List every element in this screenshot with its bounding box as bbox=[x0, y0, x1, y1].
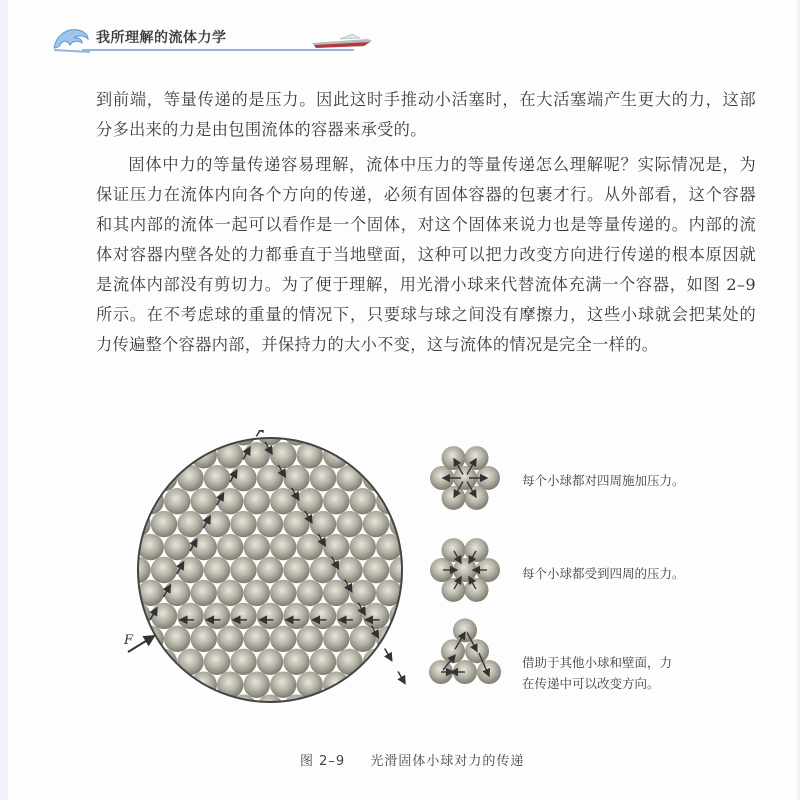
force-label: F bbox=[124, 633, 134, 648]
figure-number: 图 2–9 bbox=[300, 754, 346, 769]
speedboat-icon bbox=[310, 30, 374, 52]
legend-text-1: 每个小球都对四周施加压力。 bbox=[522, 473, 685, 488]
legend-text-2: 每个小球都受到四周的压力。 bbox=[522, 566, 685, 581]
legend-icon-outward bbox=[430, 446, 500, 510]
figure-title: 光滑固体小球对力的传递 bbox=[370, 754, 525, 769]
legend-icon-triangle bbox=[429, 618, 501, 684]
running-header bbox=[52, 22, 372, 58]
main-container-diagram bbox=[120, 430, 482, 730]
legend-text-3: 借助于其他小球和壁面，力在传递中可以改变方向。 bbox=[522, 655, 673, 691]
legend-icon-inward bbox=[430, 538, 500, 602]
paragraph-1: 到前端，等量传递的是压力。因此这时手推动小活塞时，在大活塞端产生更大的力，这部分多出来的力是由包围流体的容器来承受的。 bbox=[96, 90, 756, 139]
figure-caption bbox=[300, 750, 524, 769]
page-edge-left bbox=[0, 0, 8, 800]
running-title: 我所理解的流体力学 bbox=[96, 30, 227, 46]
figure-2-9 bbox=[120, 430, 760, 730]
paragraph-2: 固体中力的等量传递容易理解，流体中压力的等量传递怎么理解呢？实际情况是，为保证压力在流体内向各个方向的传递，必须有固体容器的包裹才行。从外部看，这个容器和其内部的流体一起可以看作是一个固体，对这个固体来说力也是等量传递的。内部的流体对容器内壁各处的力都垂直于当地壁面，这种可以把力改变方向进行传递的根本原因就是流体内部没有剪切力。为了便于理解，用光滑小球来代替流体充满一个容器，如图 2–9 所示。在不考虑球的重量的情况下，只要球与球之间没有摩擦力，这些小球就会把某处的力传遍整个容器内部，并保持力的大小不变，这与流体的情况是完全一样的。 bbox=[96, 155, 756, 354]
